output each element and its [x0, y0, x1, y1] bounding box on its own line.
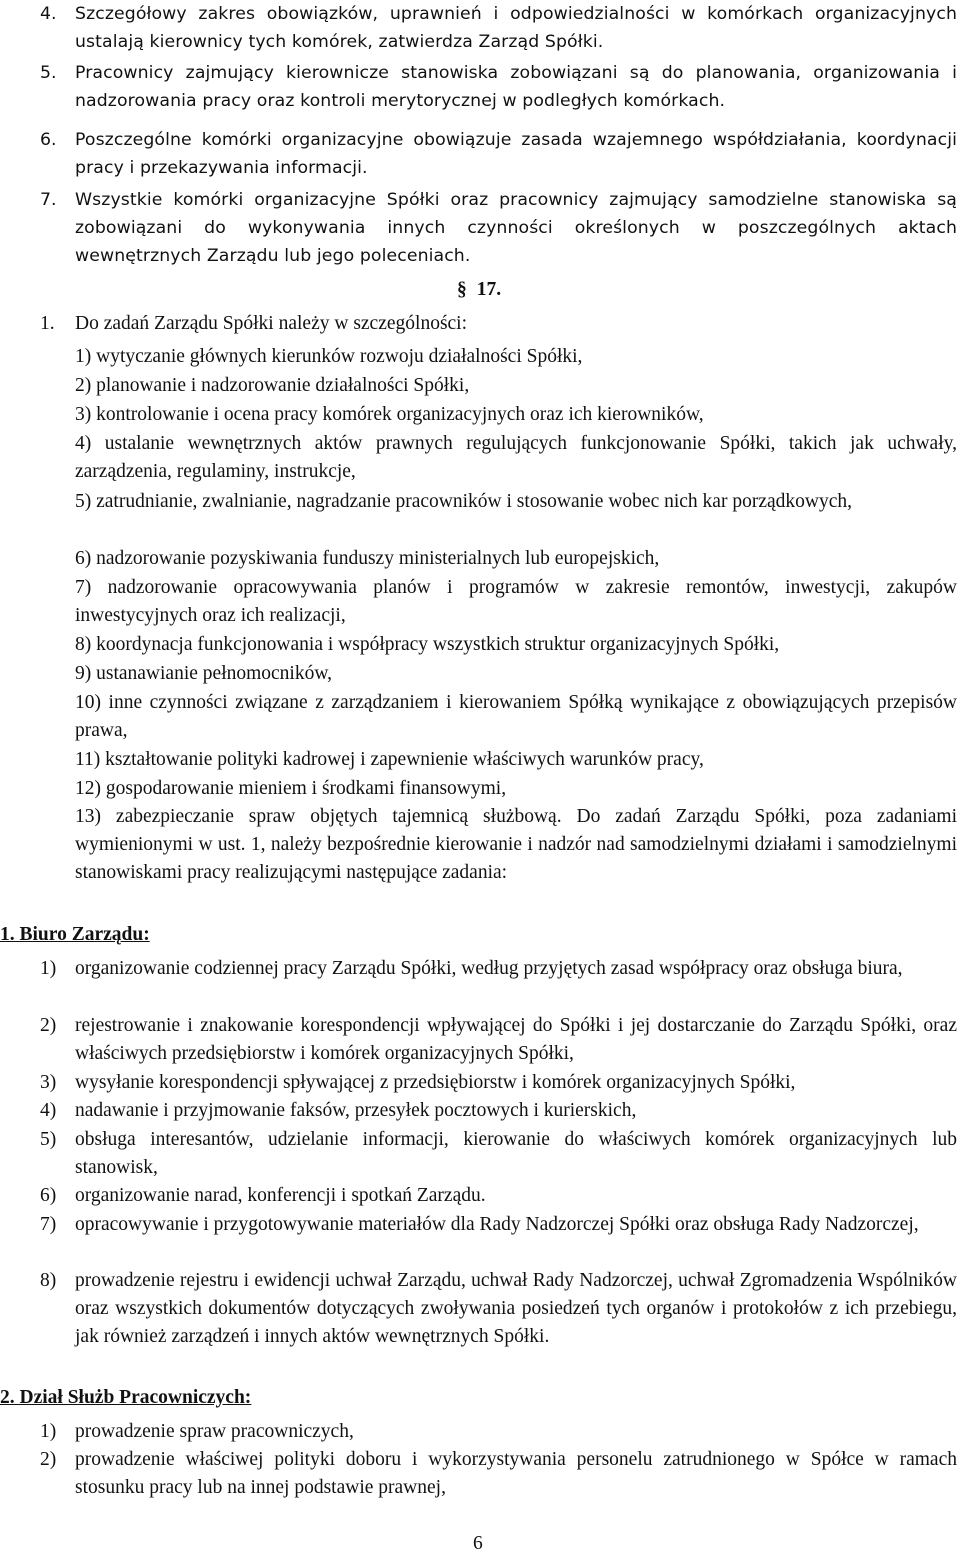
point-text: Poszczególne komórki organizacyjne obowiązuje zasada wzajemnego współdziałania, koordynacji pracy i przekazywania informacji. [75, 130, 957, 178]
item-text: opracowywanie i przygotowywanie materiałów dla Rady Nadzorczej Spółki oraz obsługa Rady Nadzorczej, [75, 1214, 919, 1235]
board-task-9: 9) ustanawianie pełnomocników, [75, 663, 333, 684]
biuro-heading: 1. Biuro Zarządu: [0, 924, 150, 945]
item-text: nadawanie i przyjmowanie faksów, przesyłek pocztowych i kurierskich, [75, 1100, 637, 1121]
item-number: 3) [40, 1072, 57, 1093]
board-task-1: 1) wytyczanie głównych kierunków rozwoju działalności Spółki, [75, 346, 583, 367]
item-number: 6) [40, 1185, 57, 1206]
board-task-3: 3) kontrolowanie i ocena pracy komórek organizacyjnych oraz ich kierowników, [75, 404, 704, 425]
board-task-8: 8) koordynacja funkcjonowania i współpracy wszystkich struktur organizacyjnych Spółki, [75, 634, 780, 655]
point-text: Pracownicy zajmujący kierownicze stanowiska zobowiązani są do planowania, organizowania i nadzorowania pracy oraz kontroli merytorycznej w podległych komórkach. [75, 63, 957, 111]
board-task-4: 4) ustalanie wewnętrznych aktów prawnych regulujących funkcjonowanie Spółki, takich jak uchwały, zarządzenia, regulaminy, instrukcje, [75, 433, 957, 482]
dzial-heading: 2. Dział Służb Pracowniczych: [0, 1387, 252, 1408]
point-text: Wszystkie komórki organizacyjne Spółki oraz pracownicy zajmujący samodzielne stanowiska są zobowiązani do wykonywania innych czynności określonych w poszczególnych aktach wewnętrznych Zarządu lub jego poleceniach. [75, 190, 957, 266]
paragraph-text: Do zadań Zarządu Spółki należy w szczególności: [75, 313, 468, 334]
point-number: 6. [40, 130, 57, 150]
item-number: 8) [40, 1270, 57, 1291]
item-text: prowadzenie rejestru i ewidencji uchwał Zarządu, uchwał Rady Nadzorczej, uchwał Zgromadzenia Wspólników oraz wszystkich dokumentów dotyczących zwoływania posiedzeń tych organów i protokołów z ich przebiegu, jak również zarządzeń i innych aktów wewnętrznych Spółki. [75, 1270, 957, 1347]
board-task-11: 11) kształtowanie polityki kadrowej i zapewnienie właściwych warunków pracy, [75, 749, 704, 770]
board-task-13: 13) zabezpieczanie spraw objętych tajemnicą służbową. Do zadań Zarządu Spółki, poza zadaniami wymienionymi w ust. 1, należy bezpośrednie kierowanie i nadzór nad samodzielnymi działami i samodzielnymi stanowiskami pracy realizującymi następujące zadania: [75, 806, 957, 883]
point-number: 4. [40, 4, 57, 24]
board-task-5: 5) zatrudnianie, zwalnianie, nagradzanie pracowników i stosowanie wobec nich kar porządkowych, [75, 491, 852, 512]
item-text: prowadzenie spraw pracowniczych, [75, 1421, 354, 1442]
page-number: 6 [473, 1533, 483, 1554]
item-number: 2) [40, 1015, 57, 1036]
board-task-12: 12) gospodarowanie mieniem i środkami finansowymi, [75, 778, 507, 799]
board-task-7: 7) nadzorowanie opracowywania planów i programów w zakresie remontów, inwestycji, zakupów inwestycyjnych oraz ich realizacji, [75, 577, 957, 626]
section-heading [457, 276, 501, 304]
item-text: organizowanie codziennej pracy Zarządu Spółki, według przyjętych zasad współpracy oraz obsługa biura, [75, 958, 903, 979]
paragraph-number: 1. [40, 313, 55, 334]
item-text: obsługa interesantów, udzielanie informacji, kierowanie do właściwych komórek organizacyjnych lub stanowisk, [75, 1129, 957, 1178]
item-number: 1) [40, 958, 57, 979]
point-text: Szczegółowy zakres obowiązków, uprawnień i odpowiedzialności w komórkach organizacyjnych ustalają kierownicy tych komórek, zatwierdza Zarząd Spółki. [75, 4, 957, 52]
item-text: wysyłanie korespondencji spływającej z przedsiębiorstw i komórek organizacyjnych Spółki, [75, 1072, 796, 1093]
item-number: 5) [40, 1129, 57, 1150]
section-number: 17. [476, 279, 502, 300]
item-text: prowadzenie właściwej polityki doboru i wykorzystywania personelu zatrudnionego w Spółce w ramach stosunku pracy lub na innej podstawie prawnej, [75, 1449, 957, 1498]
point-number: 5. [40, 63, 57, 83]
point-number: 7. [40, 190, 57, 210]
item-text: rejestrowanie i znakowanie korespondencji wpływającej do Spółki i jej dostarczanie do Zarządu Spółki, oraz właściwych przedsiębiorstw i komórek organizacyjnych Spółki, [75, 1015, 957, 1064]
section-mark: § [457, 279, 467, 300]
item-text: organizowanie narad, konferencji i spotkań Zarządu. [75, 1185, 486, 1206]
item-number: 2) [40, 1449, 57, 1470]
board-task-6: 6) nadzorowanie pozyskiwania funduszy ministerialnych lub europejskich, [75, 548, 660, 569]
item-number: 1) [40, 1421, 57, 1442]
board-task-10: 10) inne czynności związane z zarządzaniem i kierowaniem Spółką wynikające z obowiązujących przepisów prawa, [75, 692, 957, 741]
item-number: 4) [40, 1100, 57, 1121]
item-number: 7) [40, 1214, 57, 1235]
board-task-2: 2) planowanie i nadzorowanie działalności Spółki, [75, 375, 470, 396]
